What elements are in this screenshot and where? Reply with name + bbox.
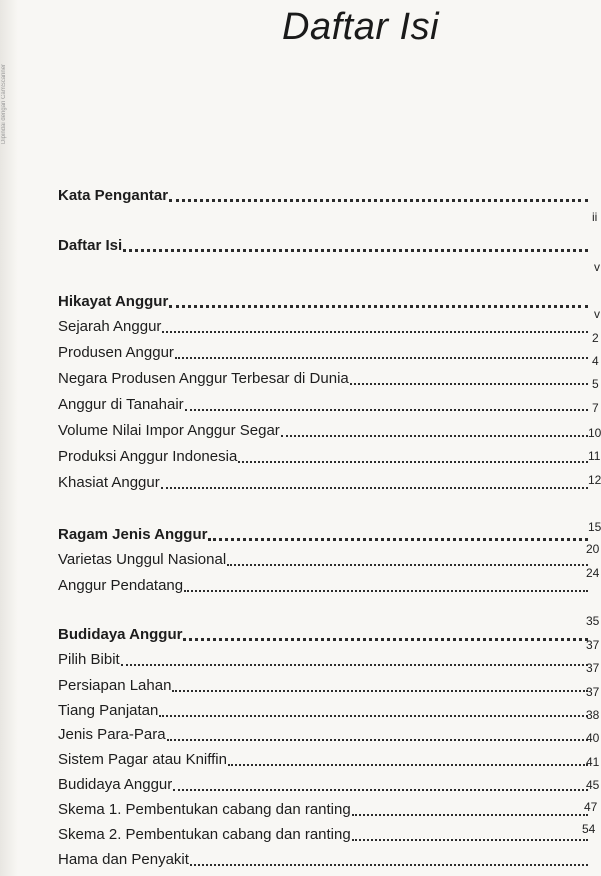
- toc-leader-dots: [162, 318, 588, 336]
- toc-leader-dots: [352, 826, 588, 844]
- toc-entry-label: Negara Produsen Anggur Terbesar di Dunia: [58, 370, 349, 387]
- toc-entry-label: Volume Nilai Impor Anggur Segar: [58, 422, 280, 439]
- toc-entry-label: Ragam Jenis Anggur: [58, 526, 208, 543]
- toc-entry-label: Sistem Pagar atau Kniffin: [58, 751, 227, 768]
- toc-page-number: ii: [592, 210, 598, 224]
- toc-entry-label: Budidaya Anggur: [58, 626, 183, 643]
- toc-entry-label: Tiang Panjatan: [58, 702, 159, 719]
- toc-entry-label: Kata Pengantar: [58, 187, 169, 204]
- toc-entry-label: Hikayat Anggur: [58, 293, 169, 310]
- toc-entry-label: Budidaya Anggur: [58, 776, 173, 793]
- toc-entry[interactable]: [58, 847, 588, 869]
- toc-leader-dots: [227, 551, 588, 569]
- toc-leader-dots: [183, 626, 588, 644]
- toc-page-number: 45: [586, 778, 600, 792]
- toc-entry[interactable]: [58, 340, 588, 362]
- toc-entry-label: Produsen Anggur: [58, 344, 174, 361]
- toc-leader-dots: [169, 187, 588, 205]
- toc-entry[interactable]: [58, 289, 588, 311]
- toc-leader-dots: [167, 726, 588, 744]
- toc-entry[interactable]: [58, 470, 588, 492]
- toc-leader-dots: [121, 651, 588, 669]
- toc-entry-label: Persiapan Lahan: [58, 677, 172, 694]
- toc-page-number: 35: [586, 614, 600, 628]
- toc-leader-dots: [352, 801, 588, 819]
- toc-page-number: v: [594, 307, 600, 321]
- toc-entry[interactable]: [58, 314, 588, 336]
- toc-entry-label: Anggur di Tanahair: [58, 396, 184, 413]
- toc-page-number: 54: [582, 822, 596, 836]
- toc-entry[interactable]: [58, 673, 588, 695]
- toc-entry[interactable]: [58, 722, 588, 744]
- toc-entry-label: Skema 2. Pembentukan cabang dan ranting: [58, 826, 351, 843]
- toc-page-number: 12: [588, 473, 601, 487]
- toc-leader-dots: [172, 677, 588, 695]
- toc-leader-dots: [190, 851, 588, 869]
- scanner-watermark: Dipindai dengan CamScanner: [1, 63, 7, 144]
- toc-entry[interactable]: [58, 366, 588, 388]
- toc-leader-dots: [208, 526, 588, 544]
- toc-page-number: 47: [584, 800, 598, 814]
- toc-entry[interactable]: [58, 822, 588, 844]
- toc-leader-dots: [184, 577, 588, 595]
- toc-page-number: v: [594, 260, 600, 274]
- toc-entry[interactable]: [58, 797, 588, 819]
- toc-entry-label: Jenis Para-Para: [58, 726, 166, 743]
- toc-entry-label: Pilih Bibit: [58, 651, 120, 668]
- toc-leader-dots: [175, 344, 588, 362]
- toc-entry-label: Skema 1. Pembentukan cabang dan ranting: [58, 801, 351, 818]
- toc-leader-dots: [350, 370, 588, 388]
- toc-entry-label: Khasiat Anggur: [58, 474, 160, 491]
- toc-entry[interactable]: [58, 418, 588, 440]
- toc-entry-label: Hama dan Penyakit: [58, 851, 189, 868]
- toc-leader-dots: [169, 293, 588, 311]
- toc-page-number: 15: [588, 520, 601, 534]
- toc-entry[interactable]: [58, 183, 588, 205]
- toc-entry[interactable]: [58, 573, 588, 595]
- toc-entry[interactable]: [58, 444, 588, 466]
- toc-entry[interactable]: [58, 233, 588, 255]
- toc-page-number: 37: [586, 685, 600, 699]
- page-title: Daftar Isi: [282, 6, 440, 48]
- toc-entry-label: Varietas Unggul Nasional: [58, 551, 227, 568]
- toc-leader-dots: [123, 237, 588, 255]
- toc-entry-label: Produksi Anggur Indonesia: [58, 448, 238, 465]
- toc-page-number: 5: [592, 377, 599, 391]
- toc-page-number: 11: [588, 449, 601, 463]
- toc-page-number: 37: [586, 661, 600, 675]
- toc-page-number: 7: [592, 401, 599, 415]
- toc-page-number: 20: [586, 542, 600, 556]
- toc-entry[interactable]: [58, 698, 588, 720]
- toc-entry-label: Daftar Isi: [58, 237, 123, 254]
- toc-page-number: 40: [586, 731, 600, 745]
- toc-entry[interactable]: [58, 647, 588, 669]
- toc-page-number: 24: [586, 566, 600, 580]
- toc-leader-dots: [173, 776, 588, 794]
- toc-entry[interactable]: [58, 622, 588, 644]
- toc-entry-label: Sejarah Anggur: [58, 318, 162, 335]
- toc-page-number: 10: [588, 426, 601, 440]
- toc-page-number: 41: [586, 755, 600, 769]
- toc-page-number: 38: [586, 708, 600, 722]
- toc-leader-dots: [159, 702, 588, 720]
- toc-entry[interactable]: [58, 747, 588, 769]
- toc-leader-dots: [281, 422, 588, 440]
- toc-entry-label: Anggur Pendatang: [58, 577, 184, 594]
- toc-leader-dots: [238, 448, 588, 466]
- toc-entry[interactable]: [58, 547, 588, 569]
- toc-page-number: 37: [586, 638, 600, 652]
- toc-entry[interactable]: [58, 522, 588, 544]
- toc-leader-dots: [228, 751, 588, 769]
- toc-page-number: 4: [592, 354, 599, 368]
- toc-leader-dots: [161, 474, 588, 492]
- toc-entry[interactable]: [58, 392, 588, 414]
- toc-page-number: 2: [592, 331, 599, 345]
- toc-entry[interactable]: [58, 772, 588, 794]
- toc-leader-dots: [185, 396, 588, 414]
